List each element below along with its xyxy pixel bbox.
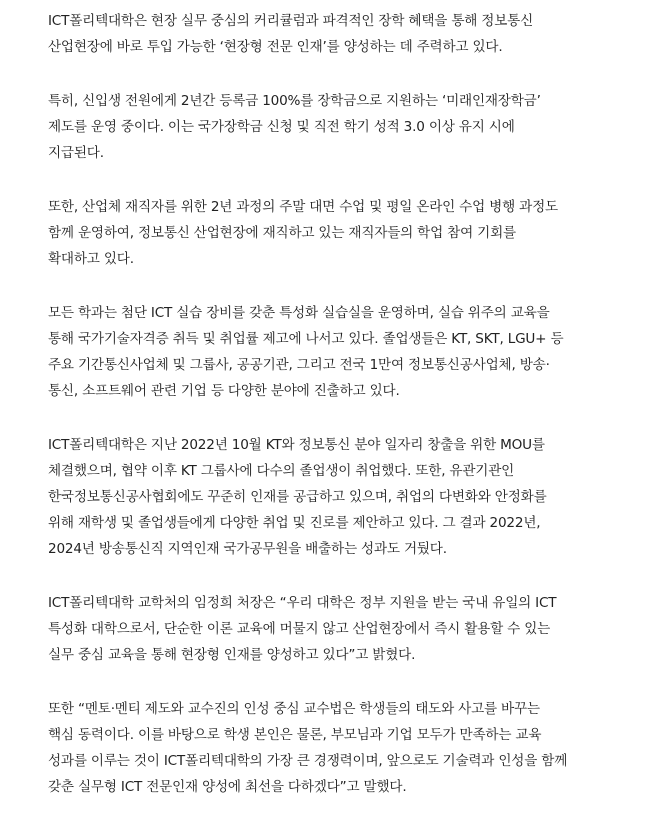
paragraph-intro: [48, 8, 648, 60]
text-line: 모든 학과는 첨단 ICT 실습 장비를 갖춘 특성화 실습실을 운영하며, 실습 위주의 교육을: [48, 305, 550, 321]
text-line: ICT폴리텍대학 교학처의 임정희 처장은 “우리 대학은 정부 지원을 받는 국내 유일의 ICT: [48, 595, 557, 611]
article-body: [48, 8, 648, 828]
text-line: 주요 기간통신사업체 및 그룹사, 공공기관, 그리고 전국 1만여 정보통신공사업체, 방송·: [48, 357, 550, 373]
text-line: 또한 “멘토·멘티 제도와 교수진의 인성 중심 교수법은 학생들의 태도와 사고를 바꾸는: [48, 701, 540, 717]
text-line: ICT폴리텍대학은 현장 실무 중심의 커리큘럼과 파격적인 장학 혜택을 통해 정보통신: [48, 13, 534, 29]
text-line: 산업현장에 바로 투입 가능한 ‘현장형 전문 인재’를 양성하는 데 주력하고 있다.: [48, 39, 503, 55]
text-line: 확대하고 있다.: [48, 251, 134, 267]
text-line: 2024년 방송통신직 지역인재 국가공무원을 배출하는 성과도 거뒀다.: [48, 541, 447, 557]
text-line: 성과를 이루는 것이 ICT폴리텍대학의 가장 큰 경쟁력이며, 앞으로도 기술력과 인성을 함께: [48, 753, 568, 769]
text-line: 통신, 소프트웨어 관련 기업 등 다양한 분야에 진출하고 있다.: [48, 383, 400, 399]
text-line: ICT폴리텍대학은 지난 2022년 10월 KT와 정보통신 분야 일자리 창출을 위한 MOU를: [48, 437, 545, 453]
text-line: 특히, 신입생 전원에게 2년간 등록금 100%를 장학금으로 지원하는 ‘미래인재장학금’: [48, 93, 541, 109]
text-line: 지급된다.: [48, 145, 104, 161]
text-line: 특성화 대학으로서, 단순한 이론 교육에 머물지 않고 산업현장에서 즉시 활용할 수 있는: [48, 621, 551, 637]
paragraph-working-students: [48, 194, 648, 272]
text-line: 위해 재학생 및 졸업생들에게 다양한 취업 및 진로를 제안하고 있다. 그 결과 2022년,: [48, 515, 541, 531]
paragraph-scholarship: [48, 88, 648, 166]
text-line: 실무 중심 교육을 통해 현장형 인재를 양성하고 있다”고 밝혔다.: [48, 647, 416, 663]
text-line: 갖춘 실무형 ICT 전문인재 양성에 최선을 다하겠다”고 말했다.: [48, 779, 407, 795]
text-line: 통해 국가기술자격증 취득 및 취업률 제고에 나서고 있다. 졸업생들은 KT, SKT, LGU+ 등: [48, 331, 564, 347]
text-line: 체결했으며, 협약 이후 KT 그룹사에 다수의 졸업생이 취업했다. 또한, 유관기관인: [48, 463, 515, 479]
text-line: 함께 운영하여, 정보통신 산업현장에 재직하고 있는 재직자들의 학업 참여 기회를: [48, 225, 516, 241]
paragraph-mou: [48, 432, 648, 562]
paragraph-quote-1: [48, 590, 648, 668]
text-line: 한국정보통신공사협회에도 꾸준히 인재를 공급하고 있으며, 취업의 다변화와 안정화를: [48, 489, 547, 505]
text-line: 제도를 운영 중이다. 이는 국가장학금 신청 및 직전 학기 성적 3.0 이상 유지 시에: [48, 119, 515, 135]
paragraph-quote-2: [48, 696, 648, 800]
text-line: 핵심 동력이다. 이를 바탕으로 학생 본인은 물론, 부모님과 기업 모두가 만족하는 교육: [48, 727, 542, 743]
paragraph-labs-careers: [48, 300, 648, 404]
text-line: 또한, 산업체 재직자를 위한 2년 과정의 주말 대면 수업 및 평일 온라인 수업 병행 과정도: [48, 199, 558, 215]
